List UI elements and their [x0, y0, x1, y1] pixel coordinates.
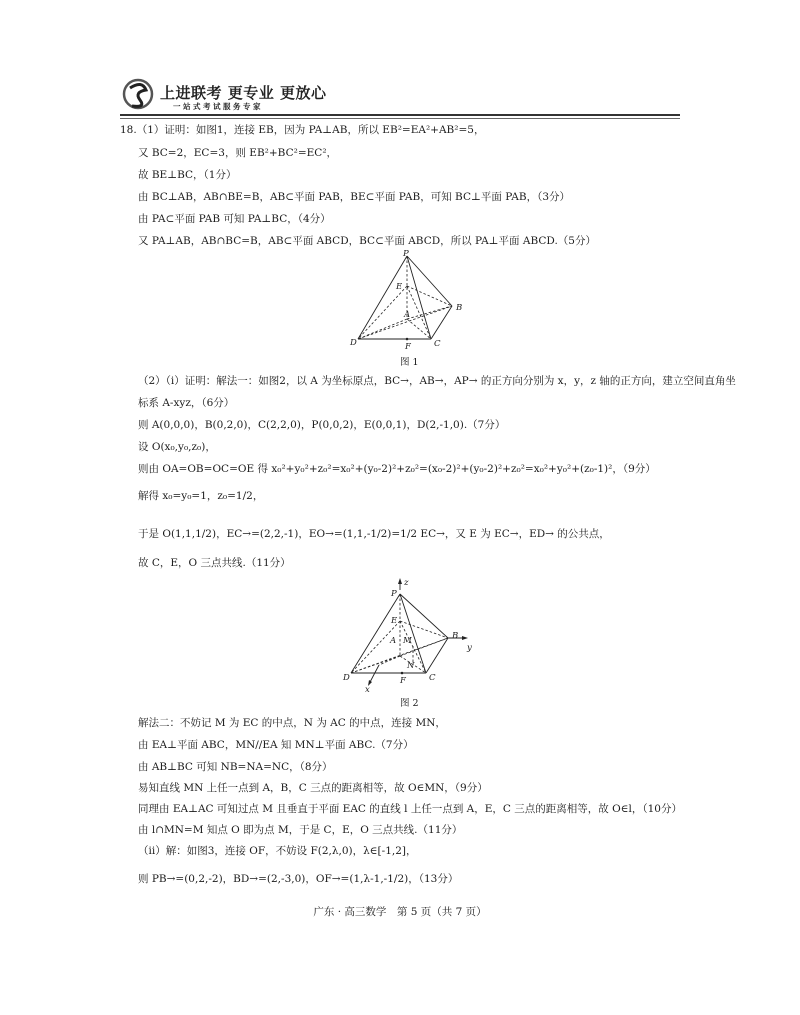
fig1-label-p: P: [403, 249, 409, 259]
fig1-label-d: D: [350, 338, 357, 348]
text-line: （2）（i）证明：解法一：如图2，以 A 为坐标原点，BC→，AB→，AP→ 的正方向分别为 x，y，z 轴的正方向，建立空间直角坐: [138, 375, 736, 387]
fig1-label-b: B: [456, 303, 463, 313]
fig2-label-p: P: [391, 589, 397, 599]
text-line: 解法二：不妨记 M 为 EC 的中点，N 为 AC 的中点，连接 MN，: [138, 717, 446, 729]
text-line: 故 C，E，O 三点共线.（11分）: [138, 557, 291, 569]
text-line: 设 O(x₀,y₀,z₀)，: [138, 441, 216, 453]
figure-1-caption: 图 1: [400, 357, 419, 368]
text-line: （ii）解：如图3，连接 OF，不妨设 F(2,λ,0)，λ∈[-1,2]，: [138, 845, 417, 857]
header-rule: [120, 114, 680, 116]
text-line: 故 BE⊥BC，（1分）: [138, 169, 237, 181]
text-line: 则 PB→=(0,2,-2)，BD→=(2,-3,0)，OF→=(1,λ-1,-1/2)，（13分）: [138, 873, 459, 885]
fig1-label-a: A: [404, 310, 411, 320]
figure-1-pyramid: [340, 248, 480, 353]
fig2-label-a: A: [390, 636, 397, 646]
fig1-label-c: C: [434, 339, 441, 349]
header-rule-thin: [120, 118, 680, 119]
figure-2-coordinate-pyramid: [335, 576, 485, 696]
brand-title: 上进联考 更专业 更放心: [160, 84, 327, 102]
text-line: 由 BC⊥AB，AB∩BE=B，AB⊂平面 PAB，BE⊂平面 PAB，可知 BC⊥平面 PAB，（3分）: [138, 191, 571, 203]
text-line: 由 PA⊂平面 PAB 可知 PA⊥BC，（4分）: [138, 213, 331, 225]
text-line: 解得 x₀=y₀=1，z₀=1/2，: [138, 490, 264, 502]
fig2-label-f: F: [400, 676, 406, 686]
text-line: 易知直线 MN 上任一点到 A，B，C 三点的距离相等，故 O∈MN，（9分）: [138, 782, 488, 794]
fig2-label-y: y: [467, 643, 472, 653]
fig2-label-e: E: [391, 616, 398, 626]
fig2-label-x: x: [365, 685, 370, 695]
text-line: 又 PA⊥AB，AB∩BC=B，AB⊂平面 ABCD，BC⊂平面 ABCD，所以 PA⊥平面 ABCD.（5分）: [138, 235, 596, 247]
fig1-label-e: E: [396, 282, 403, 292]
text-line: 则 A(0,0,0)，B(0,2,0)，C(2,2,0)，P(0,0,2)，E(0,0,1)，D(2,-1,0).（7分）: [138, 419, 506, 431]
brand-subtitle: 一站式考试服务专家: [173, 102, 263, 111]
text-line: 18.（1）证明：如图1，连接 EB，因为 PA⊥AB，所以 EB²=EA²+AB²=5，: [120, 124, 485, 136]
fig2-label-d: D: [343, 673, 350, 683]
fig2-label-n: N: [407, 661, 415, 671]
text-line: 标系 A-xyz，（6分）: [138, 397, 235, 409]
text-line: 则由 OA=OB=OC=OE 得 x₀²+y₀²+z₀²=x₀²+(y₀-2)²+z₀²=(x₀-2)²+(y₀-2)²+z₀²=x₀²+y₀²+(z₀-1)²，（9分）: [138, 463, 656, 475]
figure-2-caption: 图 2: [400, 698, 419, 709]
fig2-label-z: z: [404, 578, 409, 588]
fig2-label-c: C: [429, 673, 436, 683]
fig1-label-f: F: [405, 342, 411, 352]
fig2-label-m: M: [403, 636, 412, 646]
brand-logo-icon: [120, 74, 162, 116]
text-line: 于是 O(1,1,1/2)，EC→=(2,2,-1)，EO→=(1,1,-1/2)=1/2 EC→，又 E 为 EC→，ED→ 的公共点，: [138, 528, 610, 540]
text-line: 又 BC=2，EC=3，则 EB²+BC²=EC²，: [138, 147, 338, 159]
text-line: 由 AB⊥BC 可知 NB=NA=NC，（8分）: [138, 761, 333, 773]
text-line: 同理由 EA⊥AC 可知过点 M 且垂直于平面 EAC 的直线 l 上任一点到 A，E，C 三点的距离相等，故 O∈l，（10分）: [138, 803, 682, 815]
fig2-label-b: B: [452, 631, 459, 641]
text-line: 由 EA⊥平面 ABC，MN//EA 知 MN⊥平面 ABC.（7分）: [138, 739, 414, 751]
text-line: 由 l∩MN=M 知点 O 即为点 M，于是 C，E，O 三点共线.（11分）: [138, 824, 463, 836]
page-footer: 广东 · 高三数学 第 5 页（共 7 页）: [313, 906, 487, 918]
